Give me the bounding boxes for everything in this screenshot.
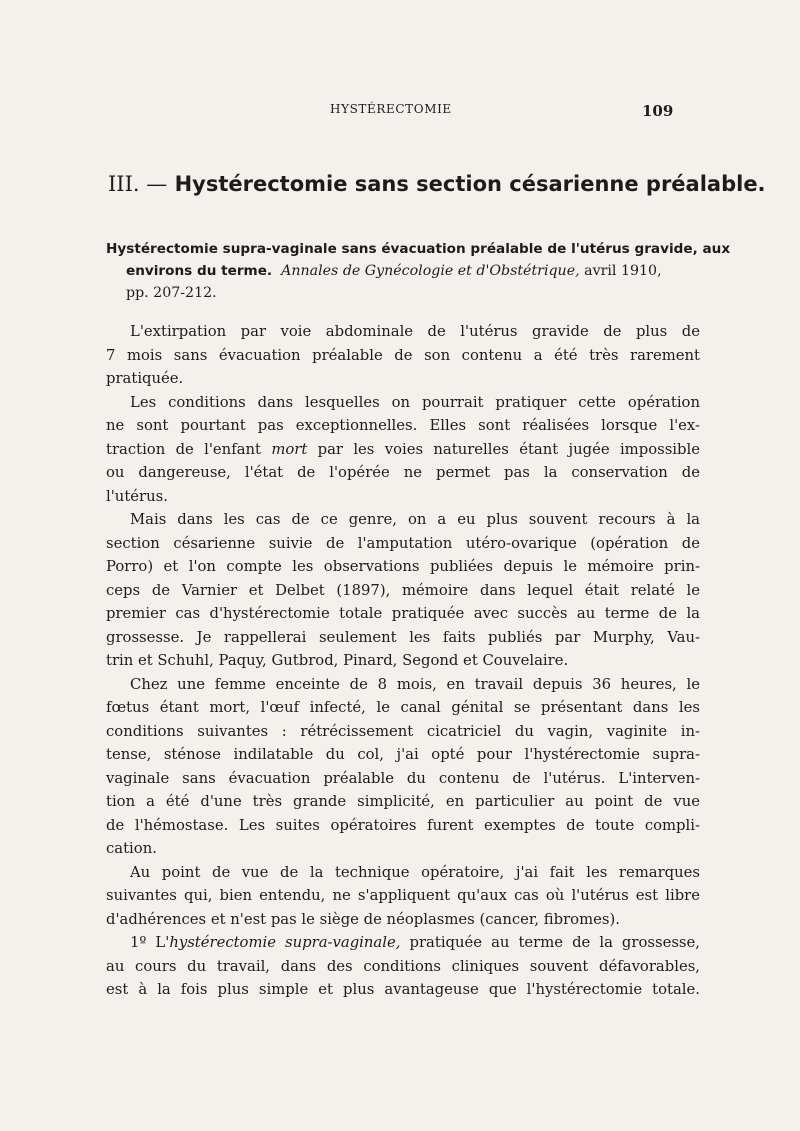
text-line: Les conditions dans lesquelles on pourrait pratiquer cette opération [130,393,700,411]
section-title: Hystérectomie sans section césarienne préalable. [174,172,766,196]
reference-date: avril 1910, [584,263,662,279]
text-line: Mais dans les cas de ce genre, on a eu plus souvent recours à la [130,511,700,528]
text-fragment: traction de l'enfant [106,440,261,458]
reference-title-line-1: Hystérectomie supra-vaginale sans évacuation préalable de l'utérus gravide, aux [106,241,731,257]
reference-line-2 [106,260,708,282]
text-fragment: 1º L' [130,934,170,951]
text-line: trin et Schuhl, Paquy, Gutbrod, Pinard, Segond et Couvelaire. [106,652,569,669]
text-line: fœtus étant mort, l'œuf infecté, le canal génital se présentant dans les [106,699,700,716]
text-line: Porro) et l'on compte les observations publiées depuis le mémoire prin- [106,558,700,575]
text-line: ne sont pourtant pas exceptionnelles. Elles sont réalisées lorsque l'ex- [106,417,700,434]
paragraph-2 [106,391,700,509]
text-line: vaginale sans évacuation préalable du contenu de l'utérus. L'interven- [106,769,700,787]
text-line: tense, sténose indilatable du col, j'ai opté pour l'hystérectomie supra- [106,746,700,763]
section-number: III. — [108,172,168,196]
text-line-with-italic [106,931,700,955]
running-title: HYSTÉRECTOMIE [330,102,452,116]
section-heading [108,172,766,196]
text-line: premier cas d'hystérectomie totale pratiquée avec succès au terme de la [106,605,700,622]
reference-journal: Annales de Gynécologie et d'Obstétrique, [281,263,580,279]
text-line: l'utérus. [106,487,168,505]
text-line: L'extirpation par voie abdominale de l'utérus gravide de plus de [130,323,700,340]
reference-pages: pp. 207-212. [126,285,217,301]
text-line: Chez une femme enceinte de 8 mois, en travail depuis 36 heures, le [130,675,700,693]
paragraph-5 [106,861,700,932]
page-number: 109 [642,102,674,120]
paragraph-1 [106,320,700,391]
text-line: d'adhérences et n'est pas le siège de néoplasmes (cancer, fibromes). [106,910,620,928]
text-fragment: par les voies naturelles étant jugée impossible [317,440,700,458]
text-line: pratiquée. [106,370,184,387]
text-line: conditions suivantes : rétrécissement cicatriciel du vagin, vaginite in- [106,722,700,740]
text-line: est à la fois plus simple et plus avantageuse que l'hystérectomie totale. [106,981,700,998]
bibliographic-reference [106,238,731,304]
text-line: tion a été d'une très grande simplicité, en particulier au point de vue [106,793,700,810]
paragraph-6 [106,931,700,1002]
reference-title-line-2: environs du terme. [126,263,273,279]
paragraph-4 [106,673,700,861]
body-text [106,320,700,1002]
text-line-with-italic [106,438,700,462]
text-line: grossesse. Je rappellerai seulement les faits publiés par Murphy, Vau- [106,628,700,646]
text-line: section césarienne suivie de l'amputation utéro-ovarique (opération de [106,534,700,552]
text-line: suivantes qui, bien entendu, ne s'appliquent qu'aux cas où l'utérus est libre [106,887,700,904]
text-line: ou dangereuse, l'état de l'opérée ne permet pas la conservation de [106,464,700,481]
text-line: cation. [106,840,157,857]
text-line: au cours du travail, dans des conditions cliniques souvent défavorables, [106,957,700,975]
text-fragment: pratiquée au terme de la grossesse, [409,934,700,951]
italic-term: hystérectomie supra-vaginale, [169,934,401,951]
italic-word: mort [271,440,308,458]
paragraph-3 [106,508,700,673]
text-line: de l'hémostase. Les suites opératoires furent exemptes de toute compli- [106,816,700,834]
text-line: 7 mois sans évacuation préalable de son contenu a été très rarement [106,346,700,364]
text-line: Au point de vue de la technique opératoire, j'ai fait les remarques [130,863,700,881]
running-head [0,102,800,124]
text-line: ceps de Varnier et Delbet (1897), mémoire dans lequel était relaté le [106,581,700,599]
